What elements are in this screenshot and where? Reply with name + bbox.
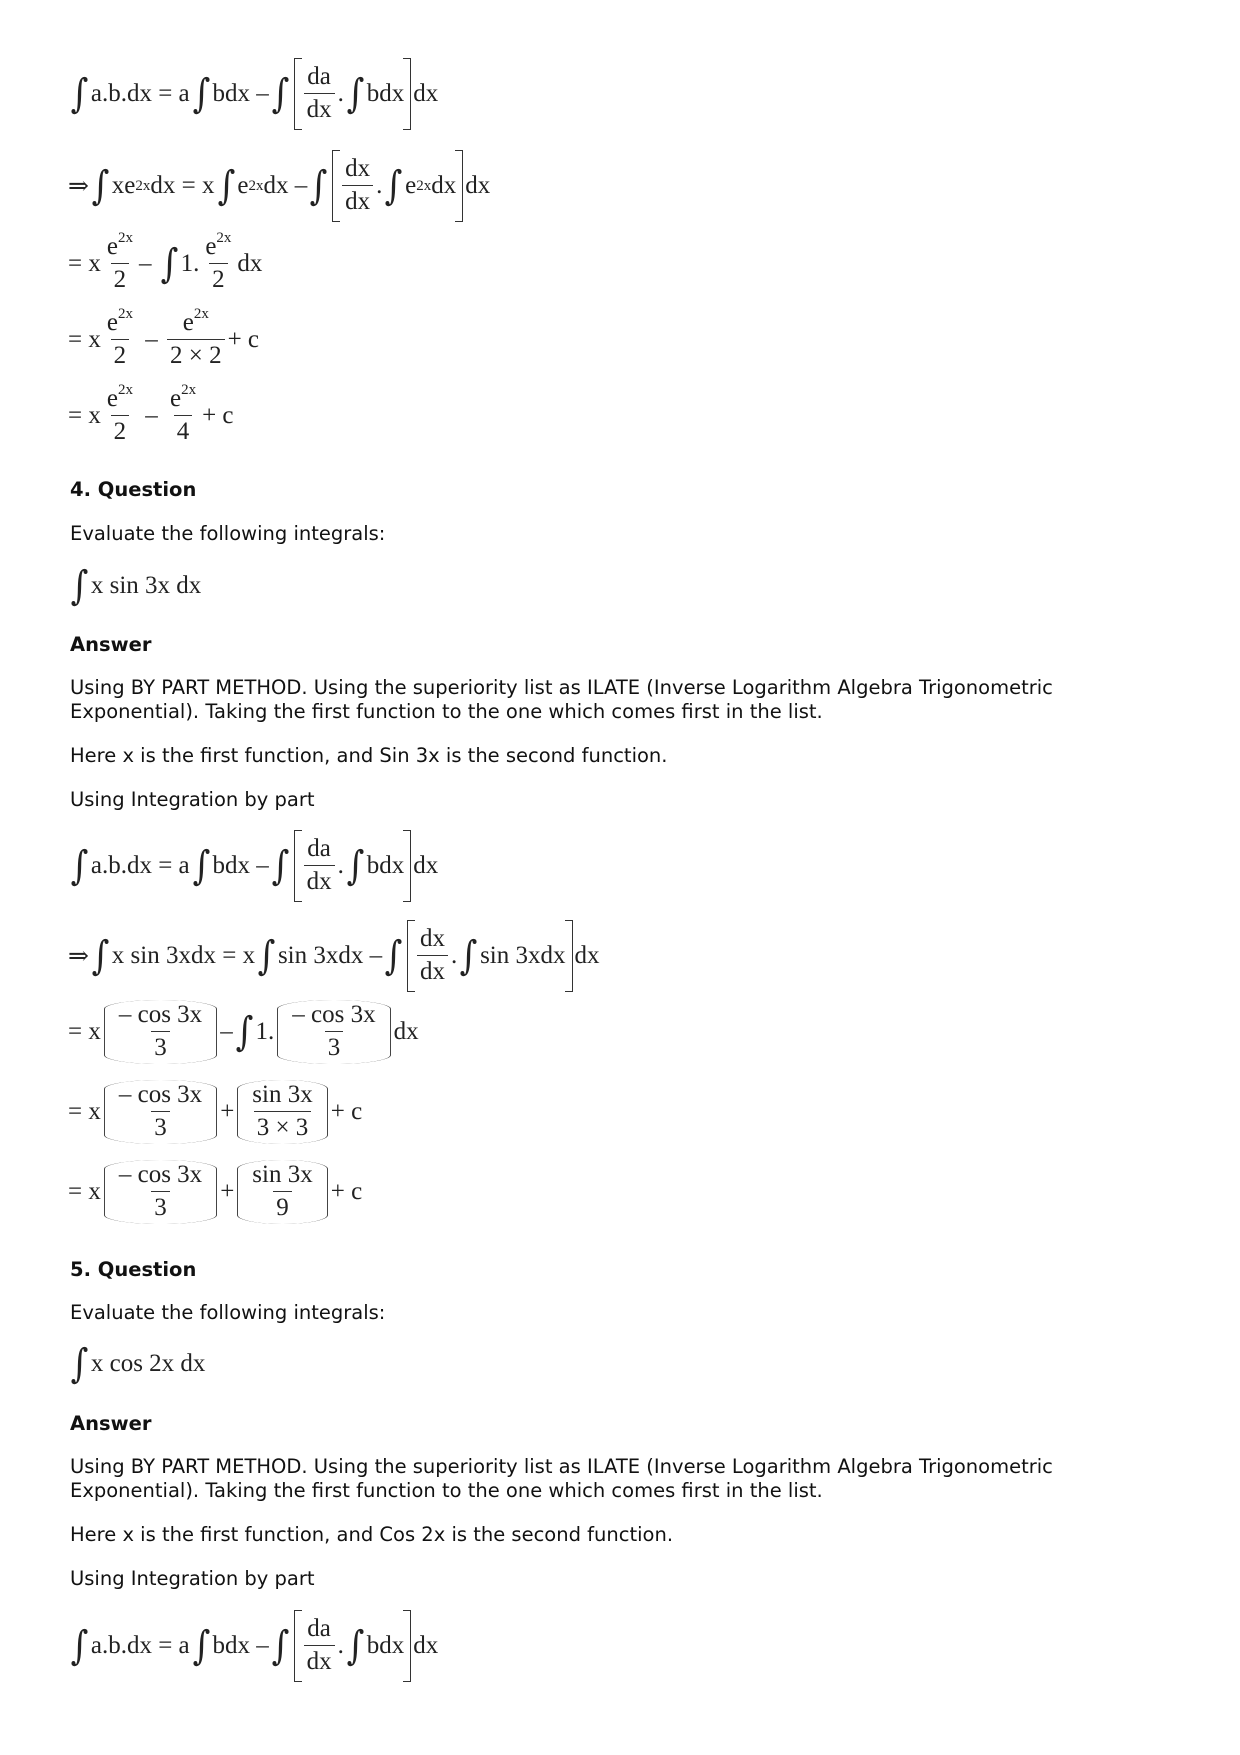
bracket: $\frac{dx}{dx}$ . ∫ e 2x dx (332, 150, 463, 222)
bracket: $\frac{dx}{dx}$ . ∫ sin 3xdx (407, 920, 573, 992)
equation-step-1: ⇒ ∫ x sin 3xdx = x ∫ sin 3xdx – ∫ $\frac{dx}{dx}$ . ∫ sin 3xdx dx (68, 920, 600, 992)
question-heading: 4. Question (70, 478, 197, 501)
bracket: $\frac{da}{dx}$ . ∫ bdx (294, 1610, 412, 1682)
question-prompt: Evaluate the following integrals: (70, 1301, 386, 1324)
equation-step-4: = x $\frac{- \cos 3x}{3}$ + $\frac{\sin 3x}{9}$ + c (68, 1160, 362, 1224)
answer-paragraph: Here x is the first function, and Sin 3x is the second function. (70, 744, 668, 767)
integral-sign: ∫ (70, 70, 89, 117)
fraction: $\frac{dx}{dx}$ (342, 156, 373, 216)
formula-by-parts-3: ∫ a.b.dx = a ∫ bdx – ∫ $\frac{da}{dx}$ . ∫ bdx dx (68, 1610, 438, 1682)
answer-label: Answer (70, 1412, 152, 1435)
answer-label: Answer (70, 633, 152, 656)
equation-step-3: = x $\frac{e^{2x}}{2}$ – $\frac{e^{2x}}{2 \times 2}$ + c (68, 306, 260, 370)
equation-step-2: = x $\frac{e^{2x}}{2}$ – ∫ 1. $\frac{e^{2x}}{2}$ dx (68, 230, 263, 294)
equation-step-1: ⇒ ∫ xe 2x dx = x ∫ e 2x dx – ∫ $\frac{dx}{dx}$ . ∫ e 2x dx dx (68, 150, 490, 222)
bracket: $\frac{da}{dx}$ . ∫ bdx (294, 830, 412, 902)
equation-step-2: = x $\frac{- \cos 3x}{3}$ – ∫ 1. $\frac{- \cos 3x}{3}$ dx (68, 1000, 419, 1064)
answer-paragraph: Using BY PART METHOD. Using the superiority list as ILATE (Inverse Logarithm Algebra Trigonometric Exponential). Taking the first function to the one which comes first in the list. (70, 1455, 1053, 1502)
formula-by-parts-2: ∫ a.b.dx = a ∫ bdx – ∫ $\frac{da}{dx}$ . ∫ bdx dx (68, 830, 438, 902)
question-prompt: Evaluate the following integrals: (70, 522, 386, 545)
equation-step-3: = x $\frac{- \cos 3x}{3}$ + $\frac{\sin 3x}{3 \times 3}$ + c (68, 1080, 362, 1144)
equation-step-4: = x $\frac{e^{2x}}{2}$ – $\frac{e^{2x}}{4}$ + c (68, 382, 234, 446)
bracket: $\frac{da}{dx}$ . ∫ bdx (294, 58, 412, 130)
answer-paragraph: Using Integration by part (70, 788, 315, 811)
answer-paragraph: Here x is the first function, and Cos 2x is the second function. (70, 1523, 674, 1546)
question-integral: ∫ x sin 3x dx (70, 563, 202, 609)
fraction: $\frac{da}{dx}$ (304, 64, 335, 124)
answer-paragraph: Using Integration by part (70, 1567, 315, 1590)
answer-paragraph: Using BY PART METHOD. Using the superiority list as ILATE (Inverse Logarithm Algebra Trigonometric Exponential). Taking the first function to the one which comes first in the list. (70, 676, 1053, 723)
formula-by-parts-1: ∫ a.b.dx = a ∫ bdx – ∫ $\frac{da}{dx}$ . ∫ bdx dx (68, 58, 438, 130)
question-heading: 5. Question (70, 1258, 197, 1281)
question-integral: ∫ x cos 2x dx (70, 1341, 206, 1387)
